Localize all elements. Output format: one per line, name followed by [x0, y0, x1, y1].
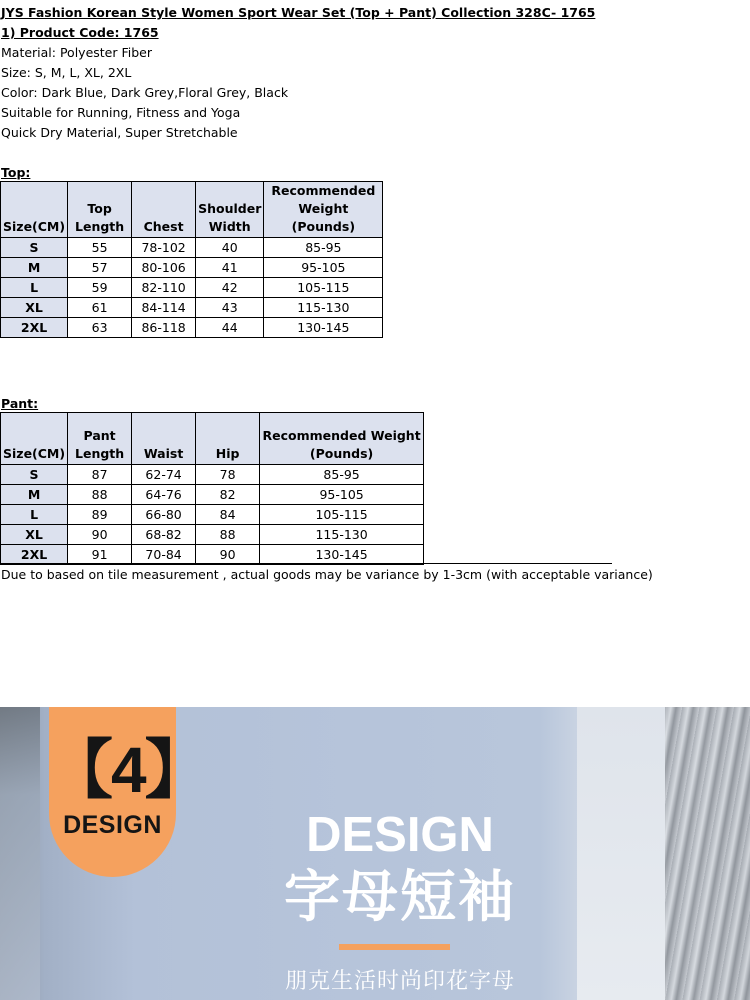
table-row	[1, 505, 424, 525]
table-cell: 85-95	[264, 238, 383, 258]
table-cell: 95-105	[264, 258, 383, 278]
size-cell: XL	[1, 525, 68, 545]
table-cell: 82	[196, 485, 260, 505]
table-cell: 88	[68, 485, 132, 505]
table-cell: 84-114	[132, 298, 196, 318]
table-cell: 61	[68, 298, 132, 318]
size-cell: M	[1, 485, 68, 505]
table-row	[1, 465, 424, 485]
table-cell: 91	[68, 545, 132, 565]
badge-number: 【4】	[49, 734, 207, 806]
accent-bar	[339, 944, 450, 950]
material-text: Material: Polyester Fiber	[1, 45, 153, 60]
table-cell: 87	[68, 465, 132, 485]
table-cell: 130-145	[260, 545, 424, 565]
column-header: Size(CM)	[1, 413, 68, 465]
table-cell: 84	[196, 505, 260, 525]
column-header: Shoulder Width	[196, 182, 264, 238]
table-header-row	[1, 413, 424, 465]
table-cell: 64-76	[132, 485, 196, 505]
pant-size-table	[0, 412, 424, 565]
column-header: Size(CM)	[1, 182, 68, 238]
size-cell: XL	[1, 298, 68, 318]
column-header: Recommended Weight (Pounds)	[264, 182, 383, 238]
divider	[0, 563, 612, 564]
table-cell: 80-106	[132, 258, 196, 278]
table-cell: 66-80	[132, 505, 196, 525]
banner-background-panel	[577, 707, 667, 1000]
design-banner	[0, 707, 750, 1000]
table-row	[1, 258, 383, 278]
table-cell: 78	[196, 465, 260, 485]
column-header: Pant Length	[68, 413, 132, 465]
table-cell: 105-115	[260, 505, 424, 525]
top-size-table	[0, 181, 383, 338]
banner-fabric-texture	[665, 707, 750, 1000]
banner-cn-subtitle: 朋克生活时尚印花字母	[284, 969, 515, 994]
banner-background-shadow	[0, 707, 40, 1000]
table-cell: 90	[196, 545, 260, 565]
table-cell: 95-105	[260, 485, 424, 505]
column-header: Chest	[132, 182, 196, 238]
table-cell: 55	[68, 238, 132, 258]
table-row	[1, 525, 424, 545]
size-cell: L	[1, 278, 68, 298]
column-header: Recommended Weight (Pounds)	[260, 413, 424, 465]
size-cell: 2XL	[1, 545, 68, 565]
table-row	[1, 278, 383, 298]
size-cell: S	[1, 238, 68, 258]
table-cell: 115-130	[260, 525, 424, 545]
banner-title: DESIGN	[306, 808, 494, 862]
color-text: Color: Dark Blue, Dark Grey,Floral Grey, Black	[1, 85, 289, 100]
product-title: JYS Fashion Korean Style Women Sport Wear Set (Top + Pant) Collection 328C- 1765	[1, 5, 596, 20]
column-header: Hip	[196, 413, 260, 465]
table-cell: 105-115	[264, 278, 383, 298]
table-cell: 90	[68, 525, 132, 545]
table-cell: 85-95	[260, 465, 424, 485]
table-cell: 70-84	[132, 545, 196, 565]
table-cell: 89	[68, 505, 132, 525]
badge-label: DESIGN	[63, 811, 162, 839]
size-cell: L	[1, 505, 68, 525]
table-cell: 115-130	[264, 298, 383, 318]
table-cell: 40	[196, 238, 264, 258]
pant-table-label: Pant:	[1, 396, 39, 411]
table-cell: 78-102	[132, 238, 196, 258]
table-cell: 130-145	[264, 318, 383, 338]
column-header: Top Length	[68, 182, 132, 238]
table-row	[1, 545, 424, 565]
table-row	[1, 485, 424, 505]
product-code: 1) Product Code: 1765	[1, 25, 159, 40]
table-cell: 43	[196, 298, 264, 318]
table-cell: 41	[196, 258, 264, 278]
table-cell: 68-82	[132, 525, 196, 545]
table-row	[1, 238, 383, 258]
table-cell: 62-74	[132, 465, 196, 485]
table-row	[1, 318, 383, 338]
table-cell: 82-110	[132, 278, 196, 298]
table-header-row	[1, 182, 383, 238]
size-text: Size: S, M, L, XL, 2XL	[1, 65, 132, 80]
design-badge	[49, 707, 207, 877]
suitable-text: Suitable for Running, Fitness and Yoga	[1, 105, 241, 120]
table-row	[1, 298, 383, 318]
banner-cn-title: 字母短袖	[284, 865, 516, 930]
table-cell: 63	[68, 318, 132, 338]
table-cell: 86-118	[132, 318, 196, 338]
column-header: Waist	[132, 413, 196, 465]
size-cell: S	[1, 465, 68, 485]
table-cell: 88	[196, 525, 260, 545]
table-cell: 42	[196, 278, 264, 298]
top-table-label: Top:	[1, 165, 31, 180]
size-cell: M	[1, 258, 68, 278]
table-cell: 57	[68, 258, 132, 278]
size-cell: 2XL	[1, 318, 68, 338]
table-cell: 44	[196, 318, 264, 338]
table-cell: 59	[68, 278, 132, 298]
feature-text: Quick Dry Material, Super Stretchable	[1, 125, 238, 140]
measurement-note: Due to based on tile measurement , actual goods may be variance by 1-3cm (with acceptable variance)	[1, 567, 653, 582]
